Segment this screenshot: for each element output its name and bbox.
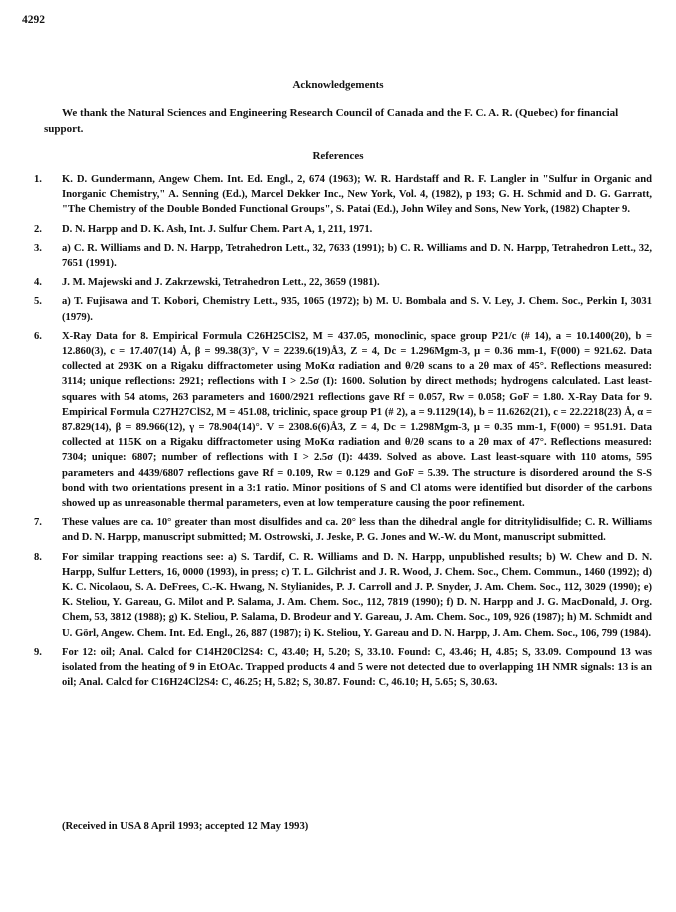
- references-heading: References: [312, 150, 364, 162]
- reference-number: 5.: [34, 296, 42, 308]
- reference-item: [0, 294, 676, 324]
- reference-item: [0, 222, 676, 237]
- reference-text: For similar trapping reactions see: a) S. Tardif, C. R. Williams and D. N. Harpp, unpublished results; b) W. Chew and D. N. Harpp, Sulfur Letters, 16, 0000 (1993), in press; c) T. L. Gilchrist and J. R. Wood, J. Chem. Soc., Chem. Commun., 1460 (1992); d) K. C. Nicolaou, S. A. DeFrees, C.-K. Hwang, N. Stylianides, P. J. Carroll and J. P. Snyder, J. Am. Chem. Soc., 112, 3029 (1990); e) K. Steliou, Y. Gareau, G. Milot and P. Salama, J. Am. Chem. Soc., 112, 7819 (1990); f) D. N. Harpp and J. G. MacDonald, J. Org. Chem, 53, 3812 (1988); g) K. Steliou, P. Salama, D. Brodeur and Y. Gareau, J. Am. Chem. Soc., 109, 926 (1987); h) M. Schmidt and U. Görl, Angew. Chem. Int. Ed. Engl., 26, 887 (1987); i) K. Steliou, Y. Gareau and D. N. Harpp, J. Am. Chem. Soc., 106, 799 (1984).: [62, 551, 652, 639]
- reference-item: [0, 550, 676, 641]
- reference-item: [0, 241, 676, 271]
- reference-number: 7.: [34, 517, 42, 529]
- reference-number: 3.: [34, 242, 42, 254]
- reference-item: [0, 329, 676, 511]
- reference-text: D. N. Harpp and D. K. Ash, Int. J. Sulfur Chem. Part A, 1, 211, 1971.: [62, 223, 373, 235]
- reference-text: For 12: oil; Anal. Calcd for C14H20Cl2S4: C, 43.40; H, 5.20; S, 33.10. Found: C, 43.46; H, 4.85; S, 33.09. Compound 13 was isolated from the heating of 9 in EtOAc. Trapped products 4 and 5 were not detected due to overlapping 1H NMR signals: 13 is an oil; Anal. Calcd for C16H24Cl2S4: C, 46.25; H, 5.82; S, 30.87. Found: C, 46.10; H, 5.65; S, 30.63.: [62, 646, 652, 689]
- reference-text: a) C. R. Williams and D. N. Harpp, Tetrahedron Lett., 32, 7633 (1991); b) C. R. Williams and D. N. Harpp, Tetrahedron Lett., 32, 7651 (1991).: [62, 242, 652, 270]
- reference-number: 8.: [34, 551, 42, 563]
- reference-text: K. D. Gundermann, Angew Chem. Int. Ed. Engl., 2, 674 (1963); W. R. Hardstaff and R. F. Langler in "Sulfur in Organic and Inorganic Chemistry," A. Senning (Ed.), Marcel Dekker Inc., New York, Vol. 4, (1982), p 193; G. H. Schmid and D. G. Garratt, "The Chemistry of the Double Bonded Functional Groups", S. Patai (Ed.), John Wiley and Sons, New York, (1982) Chapter 9.: [62, 174, 652, 216]
- reference-number: 2.: [34, 223, 42, 235]
- reference-item: [0, 275, 676, 290]
- page-number: 4292: [22, 14, 45, 26]
- reference-number: 4.: [34, 277, 42, 289]
- reference-text: a) T. Fujisawa and T. Kobori, Chemistry Lett., 935, 1065 (1972); b) M. U. Bombala and S. V. Ley, J. Chem. Soc., Perkin I, 3031 (1979).: [62, 296, 652, 323]
- reference-number: 1.: [34, 174, 42, 185]
- reference-text: These values are ca. 10° greater than most disulfides and ca. 20° less than the dihedral angle for ditritylidisulfide; C. R. Williams and D. N. Harpp, manuscript submitted; M. Ostrowski, J. Jeske, P. G. Jones and W.-W. du Mont, manuscript submitted.: [62, 517, 652, 544]
- received-note: (Received in USA 8 April 1993; accepted 12 May 1993): [62, 821, 309, 832]
- reference-item: [0, 172, 676, 218]
- reference-number: 6.: [34, 330, 42, 342]
- reference-text: J. M. Majewski and J. Zakrzewski, Tetrahedron Lett., 22, 3659 (1981).: [62, 277, 380, 289]
- reference-list: [0, 172, 676, 695]
- acknowledgements-text: We thank the Natural Sciences and Engineering Research Council of Canada and the F. C. A. R. (Quebec) for financial support.: [44, 107, 619, 135]
- acknowledgements-heading: Acknowledgements: [292, 79, 384, 91]
- reference-text: X-Ray Data for 8. Empirical Formula C26H25ClS2, M = 437.05, monoclinic, space group P21/c (# 14), a = 10.1400(20), b = 12.860(3), c = 17.407(14) Å, β = 99.38(3)°, V = 2239.6(19)Å3, Z = 4, Dc = 1.296Mgm-3, μ = 0.36 mm-1, F(000) = 921.62. Data collected at 293K on a Rigaku diffractometer using MoKα radiation and θ/2θ scans to a 2θ max of 45°. Reflections measured: 3114; unique reflections: 2921; reflections with I > 2.5σ (I): 1600. Solution by direct methods; hydrogens calculated. Last least-squares with 54 atoms, 263 parameters and 1600/2921 reflections gave Rf = 0.057, Rw = 0.058; GoF = 1.80. X-Ray Data for 9. Empirical Formula C27H27ClS2, M = 451.08, triclinic, space group P1 (# 2), a = 9.1129(14), b = 11.6262(21), c = 22.2218(23) Å, α = 87.829(14), β = 89.966(12), γ = 78.904(14)°. V = 2308.6(6)Å3, Z = 4, Dc = 1.298Mgm-3, μ = 0.35 mm-1, F(000) = 951.91. Data collected at 115K on a Rigaku diffractometer using MoKα radiation and θ/2θ scans to a 2θ max of 47°. Reflections measured: 7304; unique: 6807; number of reflections with I > 2.5σ (I): 4439. Solved as above. Last least-square with 110 atoms, 595 parameters and 4439/6807 reflections gave Rf = 0.109, Rw = 0.129 and GoF = 5.39. The structure is disordered around the S-S bond with two orientations present in a 3:1 ratio. Minor positions of S and Cl atoms were identified but disorder of the carbons showed up as unreasonable thermal parameters, even at low temperature causing the poor refinement.: [62, 330, 652, 510]
- reference-number: 9.: [34, 646, 42, 658]
- reference-item: [0, 645, 676, 691]
- reference-item: [0, 515, 676, 545]
